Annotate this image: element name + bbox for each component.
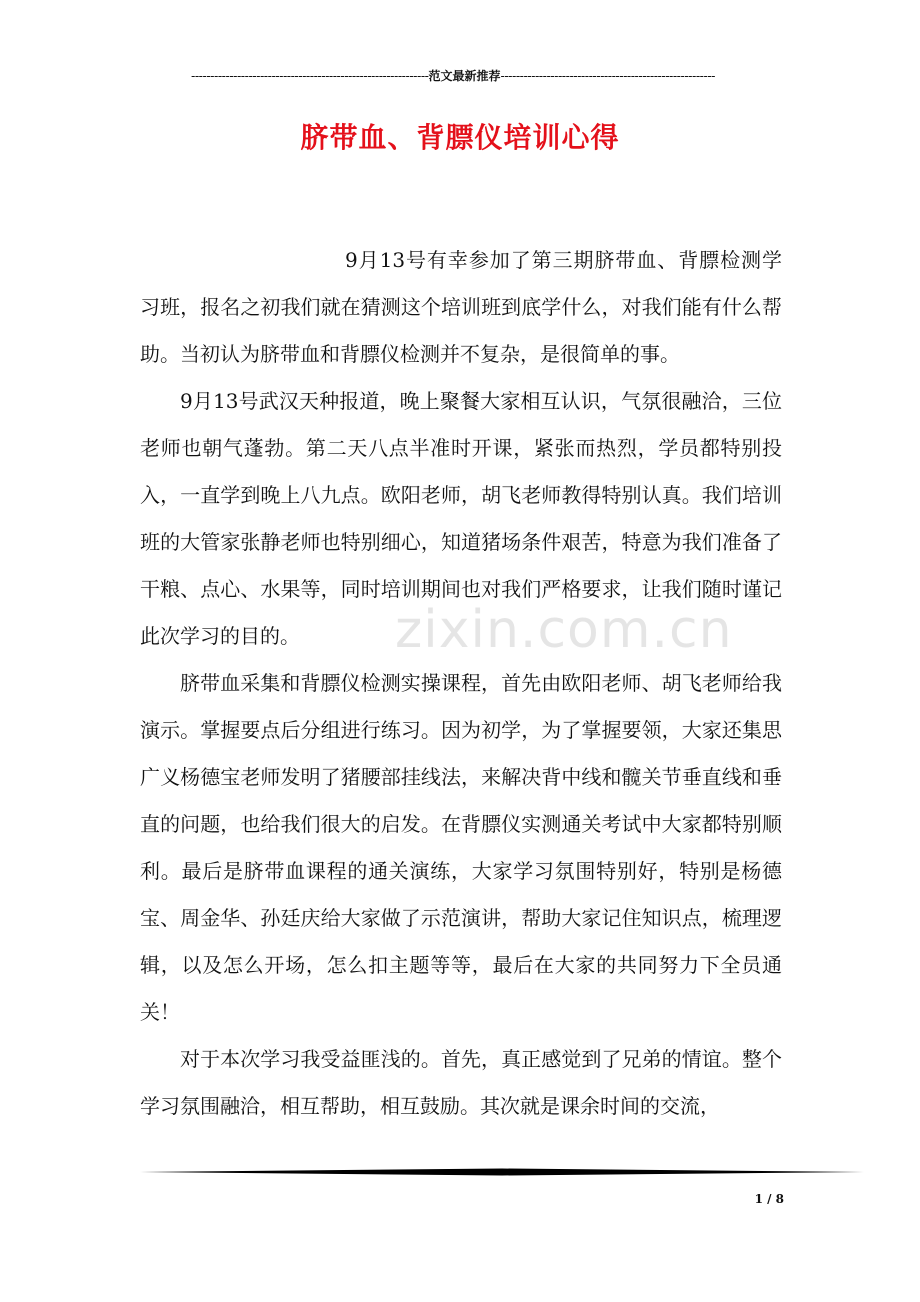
header-left-dashes: -------------------------------------------------------------- — [191, 69, 429, 83]
header-label: 范文最新推荐 — [428, 69, 501, 83]
paragraph-4: 对于本次学习我受益匪浅的。首先，真正感觉到了兄弟的情谊。整个学习氛围融洽，相互帮助，相互鼓励。其次就是课余时间的交流， — [140, 1047, 782, 1118]
paragraph-2: 9月13号武汉天种报道，晚上聚餐大家相互认识，气氛很融洽，三位老师也朝气蓬勃。第二天八点半准时开课，紧张而热烈，学员都特别投入，一直学到晚上八九点。欧阳老师，胡飞老师教得特别认真。我们培训班的大管家张静老师也特别细心，知道猪场条件艰苦，特意为我们准备了干粮、点心、水果等，同时培训期间也对我们严格要求，让我们随时谨记此次学习的目的。 — [140, 389, 782, 648]
page-number: 1 / 8 — [754, 1192, 784, 1206]
page-header — [138, 64, 768, 88]
document-title: 脐带血、背膘仪培训心得 — [300, 121, 620, 154]
paragraph-1: 9月13号有幸参加了第三期脐带血、背膘检测学习班，报名之初我们就在猜测这个培训班到底学什么，对我们能有什么帮助。当初认为脐带血和背膘仪检测并不复杂，是很简单的事。 — [140, 248, 782, 366]
header-right-dashes: -------------------------------------------------------- — [500, 69, 715, 83]
document-body — [140, 237, 782, 1130]
footer-rule — [140, 1168, 864, 1176]
paragraph-3: 脐带血采集和背膘仪检测实操课程，首先由欧阳老师、胡飞老师给我演示。掌握要点后分组进行练习。因为初学，为了掌握要领，大家还集思广义杨德宝老师发明了猪腰部挂线法，来解决背中线和髋关节垂直线和垂直的问题，也给我们很大的启发。在背膘仪实测通关考试中大家都特别顺利。最后是脐带血课程的通关演练，大家学习氛围特别好，特别是杨德宝、周金华、孙廷庆给大家做了示范演讲，帮助大家记住知识点，梳理逻辑，以及怎么开场，怎么扣主题等等，最后在大家的共同努力下全员通关！ — [140, 671, 782, 1024]
watermark: zixin.com.cn — [395, 600, 733, 660]
